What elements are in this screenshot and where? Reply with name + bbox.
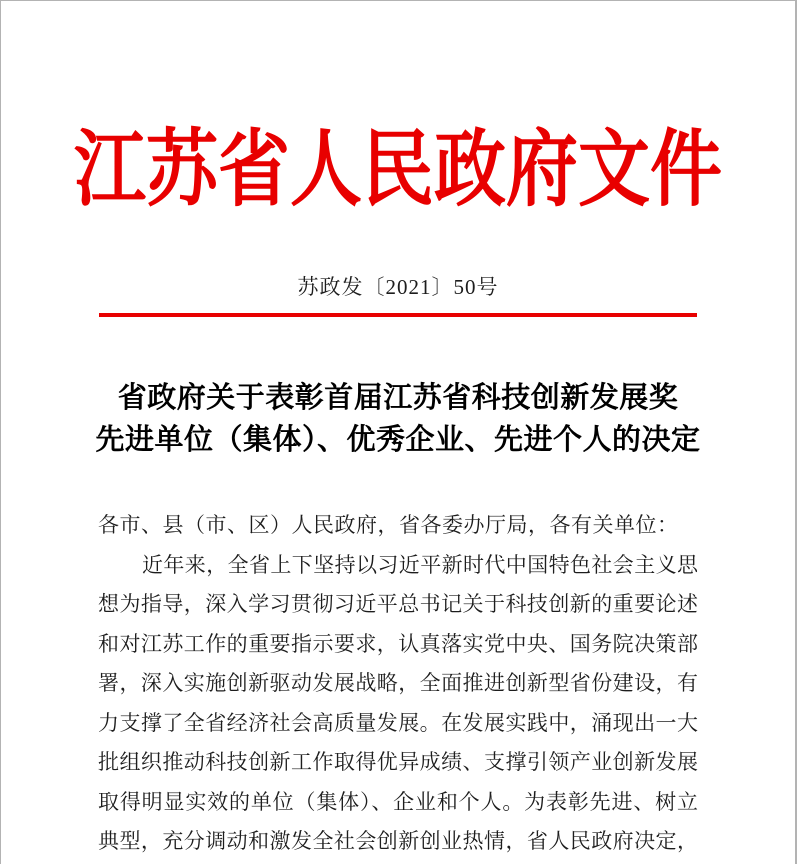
paragraph-line: 取得明显实效的单位（集体）、企业和个人。为表彰先进、树立: [98, 789, 698, 814]
paragraph-line: 批组织推动科技创新工作取得优异成绩、支撑引领产业创新发展: [98, 750, 698, 774]
document-number: 苏政发〔2021〕50号: [297, 275, 499, 299]
paragraph-line: 署，深入实施创新驱动发展战略，全面推进创新型省份建设，有: [98, 671, 698, 695]
document-body: [98, 506, 698, 862]
document-title: [1, 377, 795, 461]
letterhead-title: 江苏省人民政府文件: [73, 123, 722, 217]
document-title-line2: 先进单位（集体）、优秀企业、先进个人的决定: [95, 424, 701, 456]
paragraph-line: 想为指导，深入学习贯彻习近平总书记关于科技创新的重要论述: [98, 592, 698, 616]
paragraph-line: 和对江苏工作的重要指示要求，认真落实党中央、国务院决策部: [98, 631, 698, 656]
paragraph-line: 典型，充分调动和激发全社会创新创业热情，省人民政府决定，: [98, 829, 698, 853]
body-paragraph: [98, 546, 698, 862]
red-divider-line: [99, 313, 697, 317]
paragraph-line: 力支撑了全省经济社会高质量发展。在发展实践中，涌现出一大: [98, 710, 698, 735]
document-title-line1: 省政府关于表彰首届江苏省科技创新发展奖: [117, 382, 679, 414]
salutation-line: 各市、县（市、区）人民政府，省各委办厅局，各有关单位：: [98, 513, 679, 537]
paragraph-line: 近年来，全省上下坚持以习近平新时代中国特色社会主义思: [142, 552, 698, 577]
